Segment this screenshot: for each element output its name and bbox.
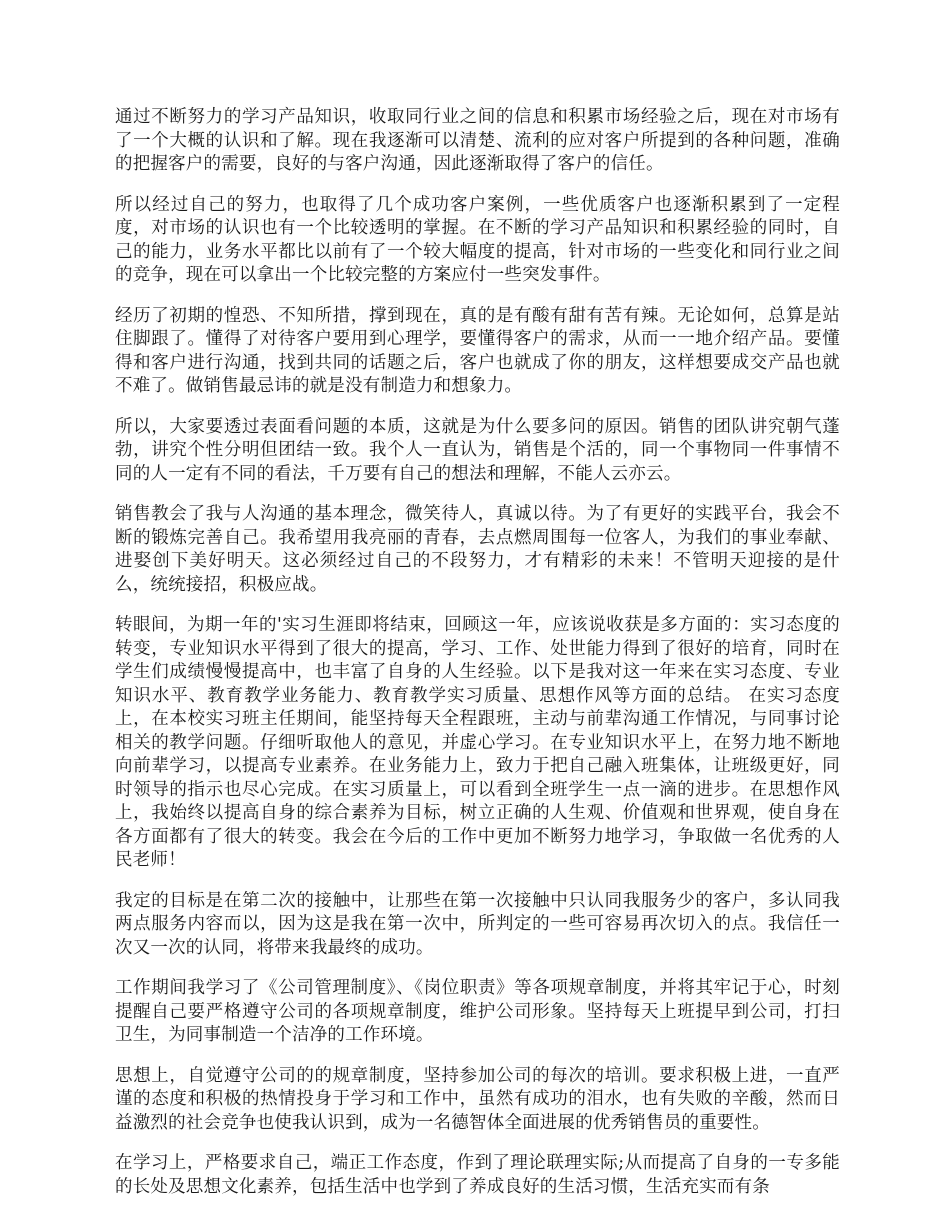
paragraph-4: 所以，大家要透过表面看问题的本质，这就是为什么要多问的原因。销售的团队讲究朝气蓬勃，讲究个性分明但团结一致。我个人一直认为，销售是个活的，同一个事物同一件事情不同的人一定有不同的看法，千万要有自己的想法和理解，不能人云亦云。 [115,416,840,484]
paragraph-2: 所以经过自己的努力，也取得了几个成功客户案例，一些优质客户也逐渐积累到了一定程度，对市场的认识也有一个比较透明的掌握。在不断的学习产品知识和积累经验的同时，自己的能力，业务水平都比以前有了一个较大幅度的提高，针对市场的一些变化和同行业之间的竞争，现在可以拿出一个比较完整的方案应付一些突发事件。 [115,194,840,285]
paragraph-7: 我定的目标是在第二次的接触中，让那些在第一次接触中只认同我服务少的客户，多认同我两点服务内容而以，因为这是我在第一次中，所判定的一些可容易再次切入的点。我信任一次又一次的认同，将带来我最终的成功。 [115,890,840,958]
document-body [115,106,840,1216]
paragraph-9: 思想上，自觉遵守公司的的规章制度，坚持参加公司的每次的培训。要求积极上进，一直严谨的态度和积极的热情投身于学习和工作中，虽然有成功的泪水，也有失败的辛酸，然而日益激烈的社会竞争也使我认识到，成为一名德智体全面进展的优秀销售员的重要性。 [115,1065,840,1133]
paragraph-3: 经历了初期的惶恐、不知所措，撑到现在，真的是有酸有甜有苦有辣。无论如何，总算是站住脚跟了。懂得了对待客户要用到心理学，要懂得客户的需求，从而一一地介绍产品。要懂得和客户进行沟通，找到共同的话题之后，客户也就成了你的朋友，这样想要成交产品也就不难了。做销售最忌讳的就是没有制造力和想象力。 [115,305,840,396]
paragraph-1: 通过不断努力的学习产品知识，收取同行业之间的信息和积累市场经验之后，现在对市场有了一个大概的认识和了解。现在我逐渐可以清楚、流利的应对客户所提到的各种问题，准确的把握客户的需要，良好的与客户沟通，因此逐渐取得了客户的信任。 [115,107,840,174]
paragraph-6: 转眼间，为期一年的'实习生涯即将结束，回顾这一年，应该说收获是多方面的：实习态度的转变，专业知识水平得到了很大的提高，学习、工作、处世能力得到了很好的培育，同时在学生们成绩慢慢提高中，也丰富了自身的人生经验。以下是我对这一年来在实习态度、专业知识水平、教育教学业务能力、教育教学实习质量、思想作风等方面的总结。 在实习态度上，在本校实习班主任期间，能坚持每天全程跟班，主动与前辈沟通工作情况，与同事讨论相关的教学问题。仔细听取他人的意见，并虚心学习。在专业知识水平上，在努力地不断地向前辈学习，以提高专业素养。在业务能力上，致力于把自己融入班集体，让班级更好，同时领导的指示也尽心完成。在实习质量上，可以看到全班学生一点一滴的进步。在思想作风上，我始终以提高自身的综合素养为目标，树立正确的人生观、价值观和世界观，使自身在各方面都有了很大的转变。我会在今后的工作中更加不断努力地学习，争取做一名优秀的人民老师！ [115,615,840,870]
paragraph-8: 工作期间我学习了《公司管理制度》、《岗位职责》等各项规章制度，并将其牢记于心，时刻提醒自己要严格遵守公司的各项规章制度，维护公司形象。坚持每天上班提早到公司，打扫卫生，为同事制造一个洁净的工作环境。 [115,978,840,1045]
paragraph-5: 销售教会了我与人沟通的基本理念，微笑待人，真诚以待。为了有更好的实践平台，我会不断的锻炼完善自己。我希望用我亮丽的青春，去点燃周围每一位客人，为我们的事业奉献、进娶创下美好明天。这必须经过自己的不段努力，才有精彩的未来！不管明天迎接的是什么，统统接招，积极应战。 [115,504,840,595]
paragraph-10: 在学习上，严格要求自己，端正工作态度，作到了理论联理实际;从而提高了自身的一专多能的长处及思想文化素养，包括生活中也学到了养成良好的生活习惯，生活充实而有条 [115,1153,840,1197]
